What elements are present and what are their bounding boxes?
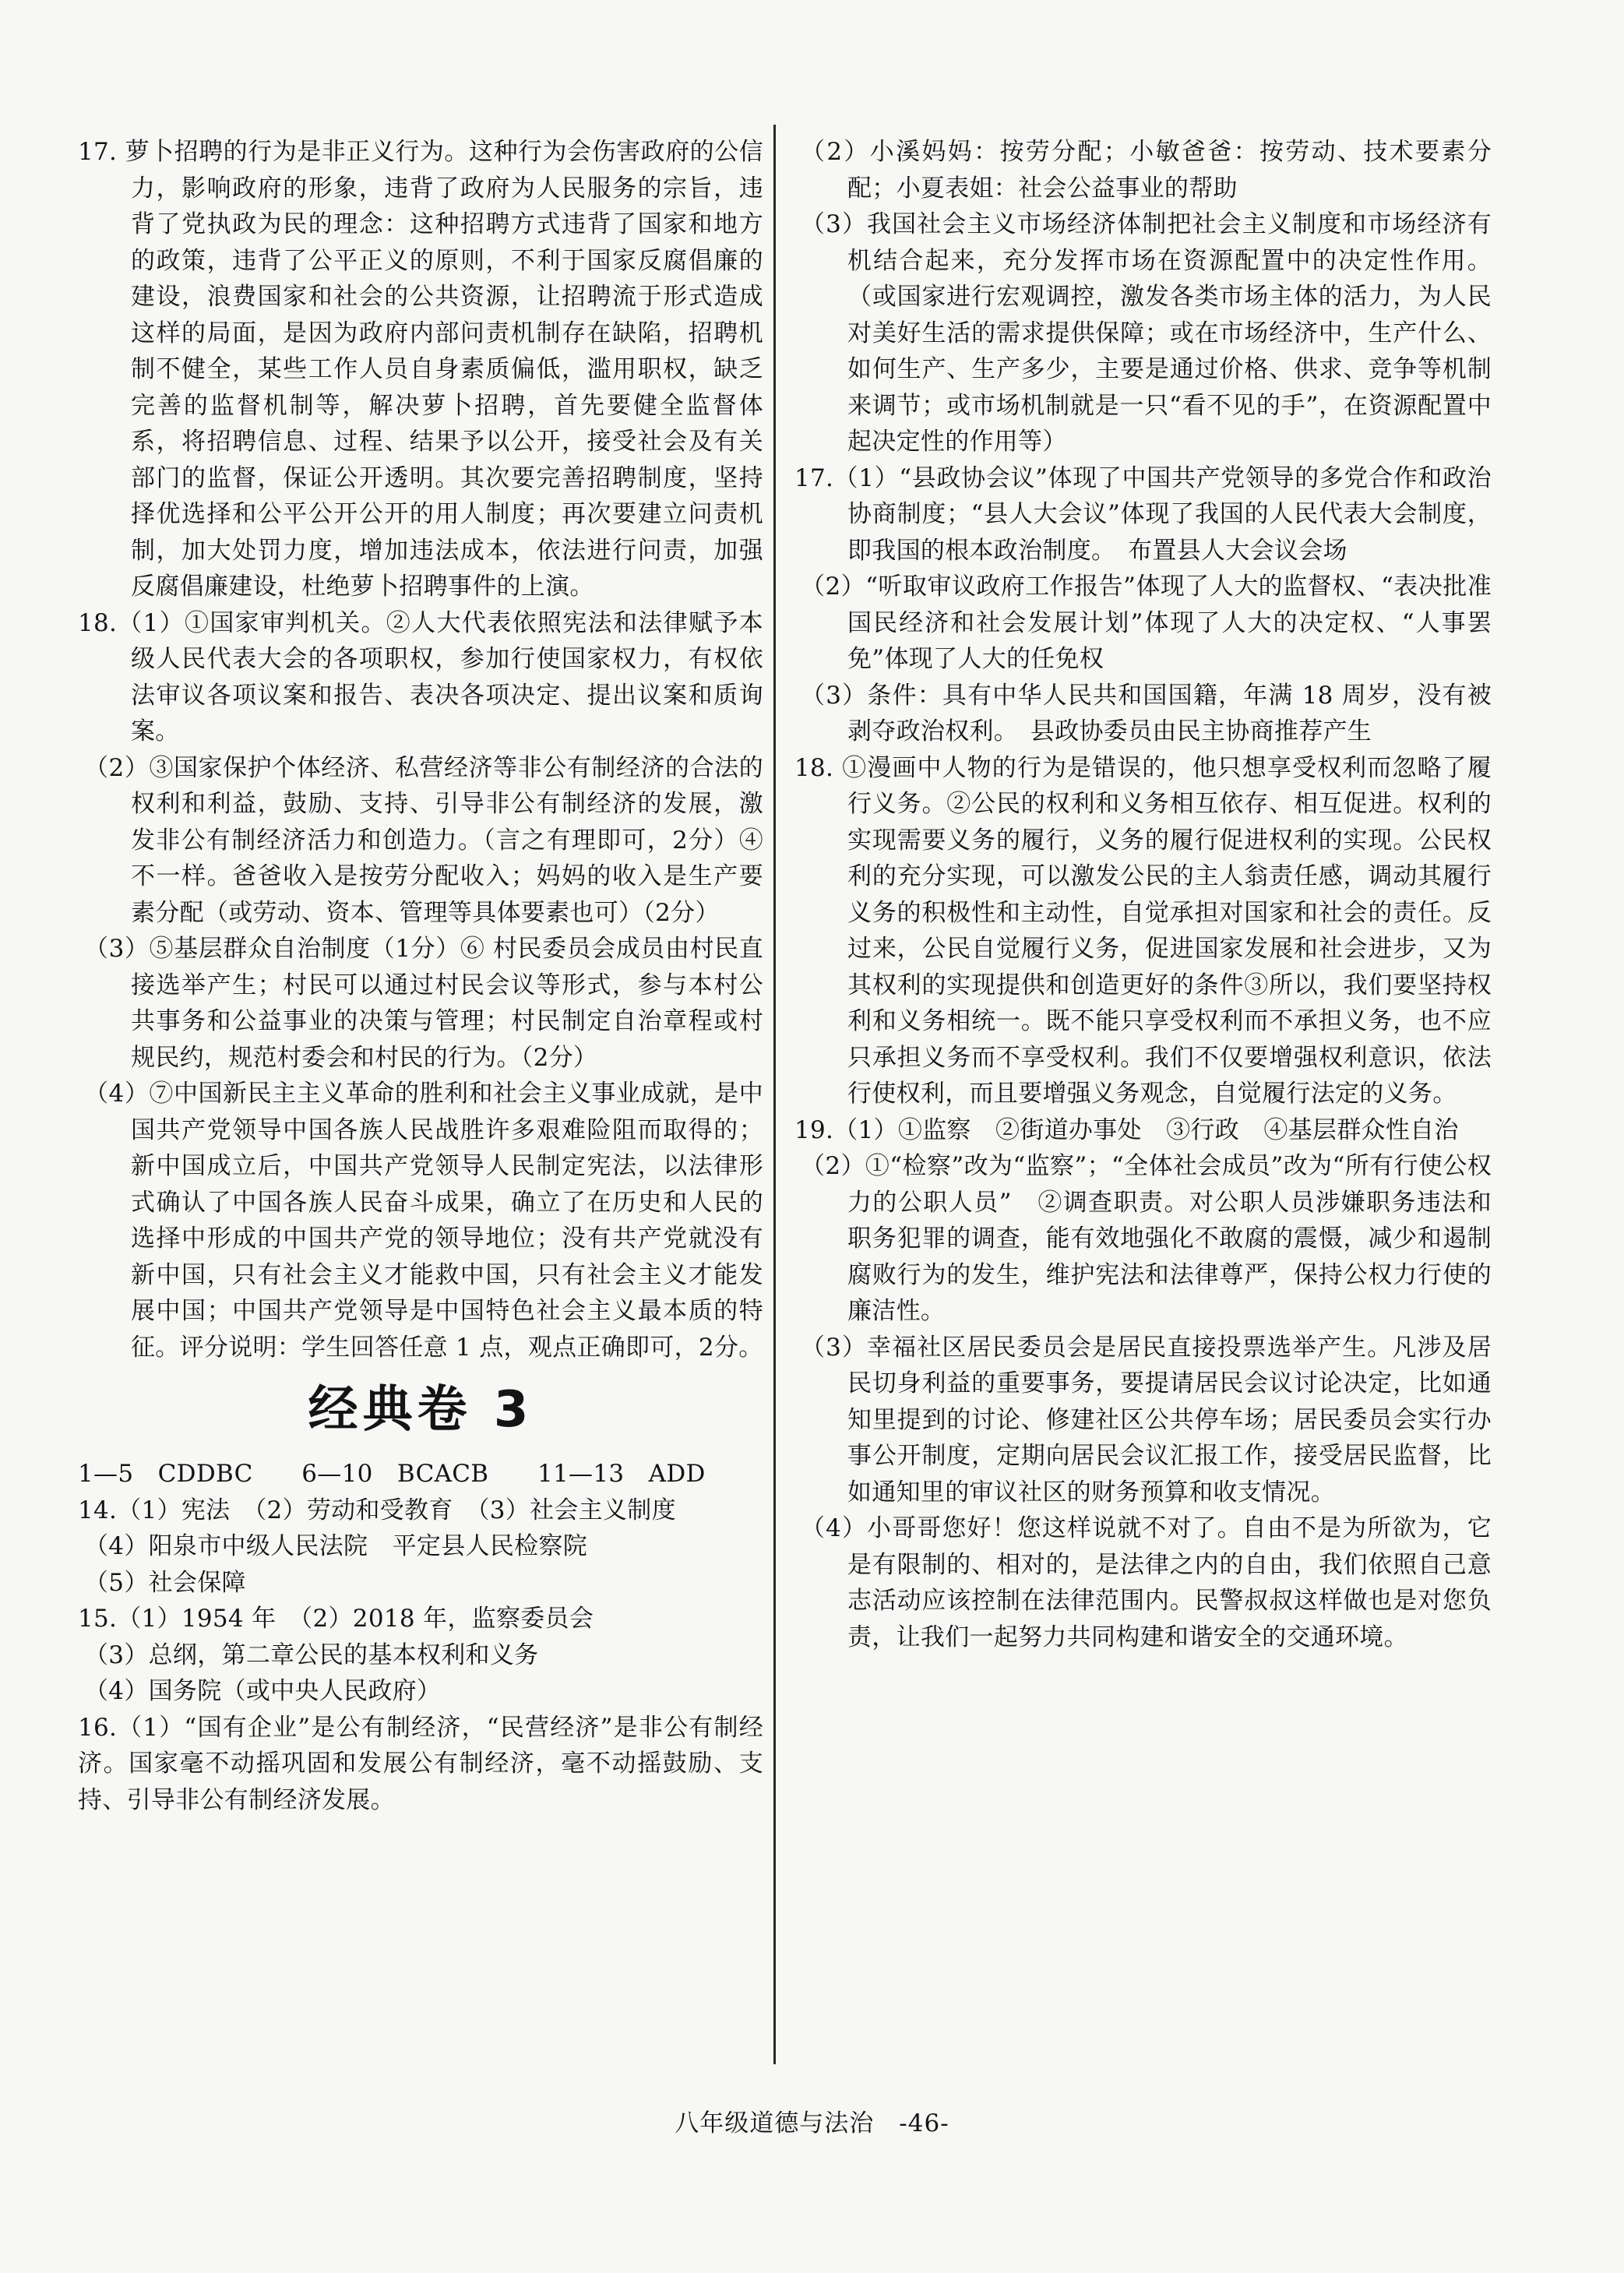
answer-paragraph: （2）小溪妈妈：按劳分配；小敏爸爸：按劳动、技术要素分配；小夏表姐：社会公益事业的帮助 xyxy=(801,138,1492,203)
column-divider xyxy=(773,125,776,2064)
answer-paragraph: （3）幸福社区居民委员会是居民直接投票选举产生。凡涉及居民切身利益的重要事务，要提请居民会议讨论决定，比如通知里提到的讨论、修建社区公共停车场；居民委员会实行办事公开制度，定期向居民会议汇报工作，接受居民监督，比如通知里的审议社区的财务预算和收支情况。 xyxy=(801,1333,1492,1507)
answer-paragraph: （3）我国社会主义市场经济体制把社会主义制度和市场经济有机结合起来，充分发挥市场在资源配置中的决定性作用。（或国家进行宏观调控，激发各类市场主体的活力，为人民对美好生活的需求提供保障；或在市场经济中，生产什么、如何生产、生产多少，主要是通过价格、供求、竞争等机制来调节；或市场机制就是一只“看不见的手”，在资源配置中起决定性的作用等） xyxy=(801,210,1492,456)
answer-paragraph: 19.（1）①监察 ②街道办事处 ③行政 ④基层群众性自治 xyxy=(794,1115,1459,1144)
answer-paragraph: （2）“听取审议政府工作报告”体现了人大的监督权、“表决批准国民经济和社会发展计划”体现了人大的决定权、“人事罢免”体现了人大的任免权 xyxy=(801,573,1492,673)
answer-paragraph: 14.（1）宪法 （2）劳动和受教育 （3）社会主义制度 xyxy=(78,1496,676,1524)
answer-paragraph: 16.（1）“国有企业”是公有制经济，“民营经济”是非公有制经济。国家毫不动摇巩固和发展公有制经济，毫不动摇鼓励、支持、引导非公有制经济发展。 xyxy=(78,1713,763,1814)
answer-paragraph: （4）小哥哥您好！您这样说就不对了。自由不是为所欲为，它是有限制的、相对的，是法律之内的自由，我们依照自己意志活动应该控制在法律范围内。民警叔叔这样做也是对您负责，让我们一起努力共同构建和谐安全的交通环境。 xyxy=(801,1514,1492,1651)
answer-paragraph: （4）⑦中国新民主主义革命的胜利和社会主义事业成就，是中国共产党领导中国各族人民战胜许多艰难险阻而取得的；新中国成立后，中国共产党领导人民制定宪法，以法律形式确认了中国各族人民奋斗成果，确立了在历史和人民的选择中形成的中国共产党的领导地位；没有共产党就没有新中国，只有社会主义才能救中国，只有社会主义才能发展中国；中国共产党领导是中国特色社会主义最本质的特征。评分说明：学生回答任意 1 点，观点正确即可，2分。 xyxy=(84,1080,763,1362)
answer-paragraph: （2）③国家保护个体经济、私营经济等非公有制经济的合法的权利和利益，鼓励、支持、引导非公有制经济的发展，激发非公有制经济活力和创造力。（言之有理即可，2分）④不一样。爸爸收入是按劳分配收入；妈妈的收入是生产要素分配（或劳动、资本、管理等具体要素也可）（2分） xyxy=(84,753,763,927)
page-footer: 八年级道德与法治 -46- xyxy=(675,2109,949,2137)
answer-paragraph: （3）条件：具有中华人民共和国国籍，年满 18 周岁，没有被剥夺政治权利。 县政协委员由民主协商推荐产生 xyxy=(801,681,1492,745)
answer-paragraph: （3）⑤基层群众自治制度（1分）⑥ 村民委员会成员由村民直接选举产生；村民可以通过村民会议等形式，参与本村公共事务和公益事业的决策与管理；村民制定自治章程或村规民约，规范村委会和村民的行为。（2分） xyxy=(84,935,763,1072)
right-column xyxy=(794,134,1492,1655)
answer-paragraph: （2）①“检察”改为“监察”；“全体社会成员”改为“所有行使公权力的公职人员” ②调查职责。对公职人员涉嫌职务违法和职务犯罪的调查，能有效地强化不敢腐的震慑，减少和遏制腐败行为的发生，维护宪法和法律尊严，保持公权力行使的廉洁性。 xyxy=(801,1152,1492,1325)
answer-paragraph: （3）总纲，第二章公民的基本权利和义务 xyxy=(84,1640,539,1669)
answer-paragraph: 18.（1）①国家审判机关。②人大代表依照宪法和法律赋予本级人民代表大会的各项职权，参加行使国家权力，有权依法审议各项议案和报告、表决各项决定、提出议案和质询案。 xyxy=(78,608,763,745)
answer-paragraph: 17. 萝卜招聘的行为是非正义行为。这种行为会伤害政府的公信力，影响政府的形象，违背了政府为人民服务的宗旨，违背了党执政为民的理念：这种招聘方式违背了国家和地方的政策，违背了公平正义的原则，不利于国家反腐倡廉的建设，浪费国家和社会的公共资源，让招聘流于形式造成这样的局面，是因为政府内部问责机制存在缺陷，招聘机制不健全，某些工作人员自身素质偏低，滥用职权，缺乏完善的监督机制等，解决萝卜招聘，首先要健全监督体系，将招聘信息、过程、结果予以公开，接受社会及有关部门的监督，保证公开透明。其次要完善招聘制度，坚持择优选择和公平公开公开的用人制度；再次要建立问责机制，加大处罚力度，增加违法成本，依法进行问责，加强反腐倡廉建设，杜绝萝卜招聘事件的上演。 xyxy=(78,138,763,601)
answer-paragraph: 17.（1）“县政协会议”体现了中国共产党领导的多党合作和政治协商制度；“县人大会议”体现了我国的人民代表大会制度，即我国的根本政治制度。 布置县人大会议会场 xyxy=(794,463,1492,565)
answer-paragraph: （4）阳泉市中级人民法院 平定县人民检察院 xyxy=(84,1532,588,1560)
answer-paragraph: 15.（1）1954 年 （2）2018 年，监察委员会 xyxy=(78,1605,594,1633)
answer-paragraph: （4）国务院（或中央人民政府） xyxy=(84,1677,442,1705)
left-column xyxy=(78,134,763,1818)
answer-paragraph: 1—5 CDDBC 6—10 BCACB 11—13 ADD xyxy=(78,1460,706,1488)
section-title: 经典卷 3 xyxy=(308,1381,534,1439)
answer-paragraph: （5）社会保障 xyxy=(84,1568,246,1597)
answer-paragraph: 18. ①漫画中人物的行为是错误的，他只想享受权利而忽略了履行义务。②公民的权利和义务相互依存、相互促进。权利的实现需要义务的履行，义务的履行促进权利的实现。公民权利的充分实现，可以激发公民的主人翁责任感，调动其履行义务的积极性和主动性，自觉承担对国家和社会的责任。反过来，公民自觉履行义务，促进国家发展和社会进步，又为其权利的实现提供和创造更好的条件③所以，我们要坚持权利和义务相统一。既不能只享受权利而不承担义务，也不应只承担义务而不享受权利。我们不仅要增强权利意识，依法行使权利，而且要增强义务观念，自觉履行法定的义务。 xyxy=(794,753,1492,1108)
